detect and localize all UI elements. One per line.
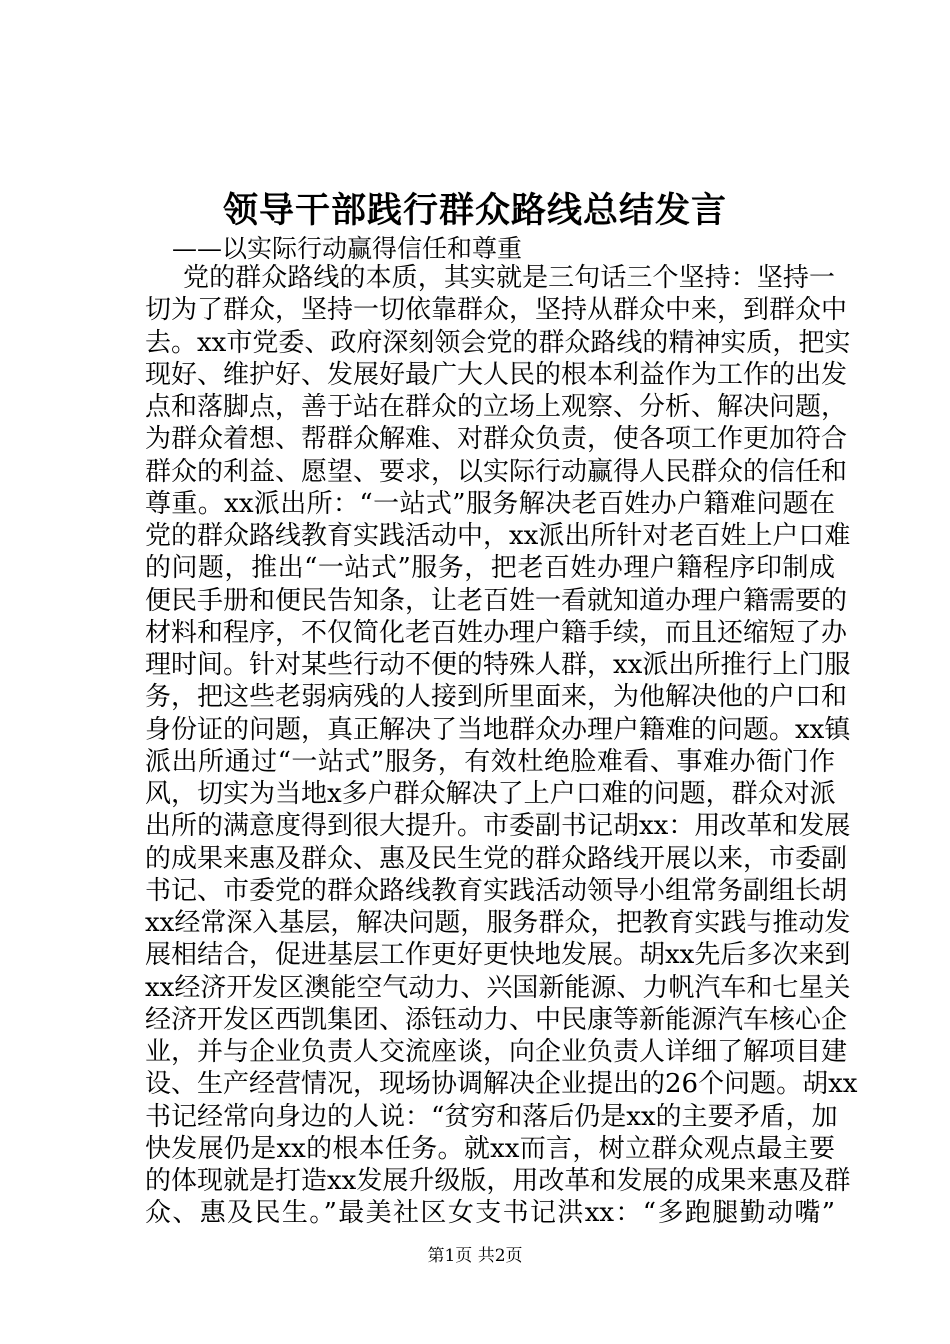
text-line: 的问题，推出“一站式”服务，把老百姓办理户籍程序印制成 xyxy=(145,553,835,584)
text-line: 切为了群众，坚持一切依靠群众，坚持从群众中来，到群众中 xyxy=(145,295,848,326)
text-line: 经济开发区西凯集团、添钰动力、中民康等新能源汽车核心企 xyxy=(145,1004,848,1035)
text-line: 设、生产经营情况，现场协调解决企业提出的26个问题。胡xx xyxy=(145,1069,858,1100)
text-line: 出所的满意度得到很大提升。市委副书记胡xx：用改革和发展 xyxy=(145,811,851,842)
text-line: 书记经常向身边的人说：“贫穷和落后仍是xx的主要矛盾，加 xyxy=(145,1101,838,1132)
text-line: 去。xx市党委、政府深刻领会党的群众路线的精神实质，把实 xyxy=(145,327,851,358)
text-line: 风，切实为当地x多户群众解决了上户口难的问题，群众对派 xyxy=(145,779,836,809)
page-number: 第1页 共2页 xyxy=(427,1246,523,1266)
text-line: 业，并与企业负责人交流座谈，向企业负责人详细了解项目建 xyxy=(145,1037,848,1067)
text-line: 书记、市委党的群众路线教育实践活动领导小组常务副组长胡 xyxy=(145,875,848,906)
text-line: 党的群众路线教育实践活动中，xx派出所针对老百姓上户口难 xyxy=(145,521,851,551)
document-title: 领导干部践行群众路线总结发言 xyxy=(222,190,727,231)
text-line: 务，把这些老弱病残的人接到所里面来，为他解决他的户口和 xyxy=(145,682,848,713)
text-line: 便民手册和便民告知条，让老百姓一看就知道办理户籍需要的 xyxy=(145,585,848,616)
body-text xyxy=(145,262,858,1230)
text-line: 尊重。xx派出所：“一站式”服务解决老百姓办户籍难问题在 xyxy=(145,488,835,519)
text-line: 众、惠及民生。”最美社区女支书记洪xx：“多跑腿勤动嘴” xyxy=(145,1198,835,1229)
text-line: 的成果来惠及群众、惠及民生党的群众路线开展以来，市委副 xyxy=(145,843,848,874)
text-line: 党的群众路线的本质，其实就是三句话三个坚持：坚持一 xyxy=(183,263,835,293)
text-line: 群众的利益、愿望、要求，以实际行动赢得人民群众的信任和 xyxy=(145,456,848,487)
text-line: 派出所通过“一站式”服务，有效杜绝脸难看、事难办衙门作 xyxy=(145,746,835,777)
text-line: 展相结合，促进基层工作更好更快地发展。胡xx先后多次来到 xyxy=(145,940,851,971)
document-subtitle: ——以实际行动赢得信任和尊重 xyxy=(172,234,523,263)
text-line: xx经济开发区澳能空气动力、兴国新能源、力帆汽车和七星关 xyxy=(145,972,851,1003)
text-line: 理时间。针对某些行动不便的特殊人群，xx派出所推行上门服 xyxy=(145,650,851,680)
text-line: 材料和程序，不仅简化老百姓办理户籍手续，而且还缩短了办 xyxy=(145,617,848,648)
text-line: 现好、维护好、发展好最广大人民的根本利益作为工作的出发 xyxy=(145,359,848,390)
text-line: 点和落脚点，善于站在群众的立场上观察、分析、解决问题， xyxy=(145,392,848,422)
text-line: 为群众着想、帮群众解难、对群众负责，使各项工作更加符合 xyxy=(145,424,848,455)
text-line: 快发展仍是xx的根本任务。就xx而言，树立群众观点最主要 xyxy=(145,1133,835,1164)
text-line: 的体现就是打造xx发展升级版，用改革和发展的成果来惠及群 xyxy=(145,1166,851,1196)
text-line: xx经常深入基层，解决问题，服务群众，把教育实践与推动发 xyxy=(145,908,851,938)
text-line: 身份证的问题，真正解决了当地群众办理户籍难的问题。xx镇 xyxy=(145,714,851,745)
